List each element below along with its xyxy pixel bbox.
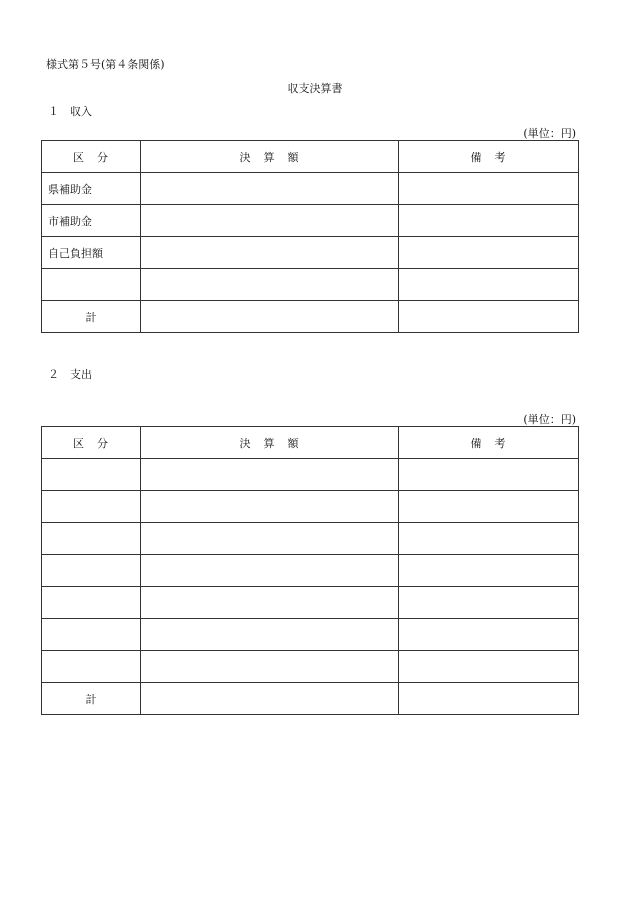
expense-header-remarks: 備 考 — [399, 427, 579, 459]
expense-total-row — [42, 683, 579, 715]
expense-total-amount — [141, 683, 399, 715]
income-total-label: 計 — [42, 301, 141, 333]
expense-amount-cell — [141, 523, 399, 555]
expense-total-remarks — [399, 683, 579, 715]
expense-remarks-cell — [399, 651, 579, 683]
income-amount-cell — [141, 237, 399, 269]
income-remarks-cell — [399, 173, 579, 205]
income-total-remarks — [399, 301, 579, 333]
income-category-cell: 県補助金 — [42, 173, 141, 205]
expense-category-cell — [42, 587, 141, 619]
income-unit-note: (単位：円) — [523, 127, 576, 140]
income-amount-cell — [141, 269, 399, 301]
income-category-cell: 自己負担額 — [42, 237, 141, 269]
table-row — [42, 205, 579, 237]
income-header-remarks: 備 考 — [399, 141, 579, 173]
income-header-amount: 決 算 額 — [141, 141, 399, 173]
expense-category-cell — [42, 651, 141, 683]
income-remarks-cell — [399, 269, 579, 301]
income-amount-cell — [141, 205, 399, 237]
expense-category-cell — [42, 523, 141, 555]
expense-remarks-cell — [399, 523, 579, 555]
expense-remarks-cell — [399, 491, 579, 523]
expense-table — [41, 426, 579, 715]
table-row — [42, 651, 579, 683]
table-row — [42, 173, 579, 205]
expense-remarks-cell — [399, 555, 579, 587]
income-remarks-cell — [399, 205, 579, 237]
expense-amount-cell — [141, 555, 399, 587]
table-row — [42, 555, 579, 587]
income-header-category: 区 分 — [42, 141, 141, 173]
table-row — [42, 523, 579, 555]
table-row — [42, 459, 579, 491]
income-total-row — [42, 301, 579, 333]
income-category-cell: 市補助金 — [42, 205, 141, 237]
table-row — [42, 269, 579, 301]
expense-category-cell — [42, 459, 141, 491]
expense-remarks-cell — [399, 587, 579, 619]
table-row — [42, 237, 579, 269]
expense-amount-cell — [141, 587, 399, 619]
expense-heading: ２ 支出 — [48, 368, 92, 381]
expense-amount-cell — [141, 619, 399, 651]
income-table — [41, 140, 579, 333]
table-row — [42, 587, 579, 619]
expense-amount-cell — [141, 651, 399, 683]
income-amount-cell — [141, 173, 399, 205]
income-remarks-cell — [399, 237, 579, 269]
document-title: 収支決算書 — [287, 82, 343, 95]
table-row — [42, 619, 579, 651]
expense-category-cell — [42, 491, 141, 523]
income-total-amount — [141, 301, 399, 333]
expense-amount-cell — [141, 459, 399, 491]
expense-remarks-cell — [399, 619, 579, 651]
expense-remarks-cell — [399, 459, 579, 491]
table-row — [42, 491, 579, 523]
expense-header-row — [42, 427, 579, 459]
expense-category-cell — [42, 555, 141, 587]
expense-unit-note: (単位：円) — [523, 413, 576, 426]
form-number: 様式第５号(第４条関係) — [46, 58, 165, 71]
expense-header-amount: 決 算 額 — [141, 427, 399, 459]
income-header-row — [42, 141, 579, 173]
expense-amount-cell — [141, 491, 399, 523]
expense-header-category: 区 分 — [42, 427, 141, 459]
expense-category-cell — [42, 619, 141, 651]
expense-total-label: 計 — [42, 683, 141, 715]
income-heading: １ 収入 — [48, 105, 92, 118]
income-category-cell — [42, 269, 141, 301]
